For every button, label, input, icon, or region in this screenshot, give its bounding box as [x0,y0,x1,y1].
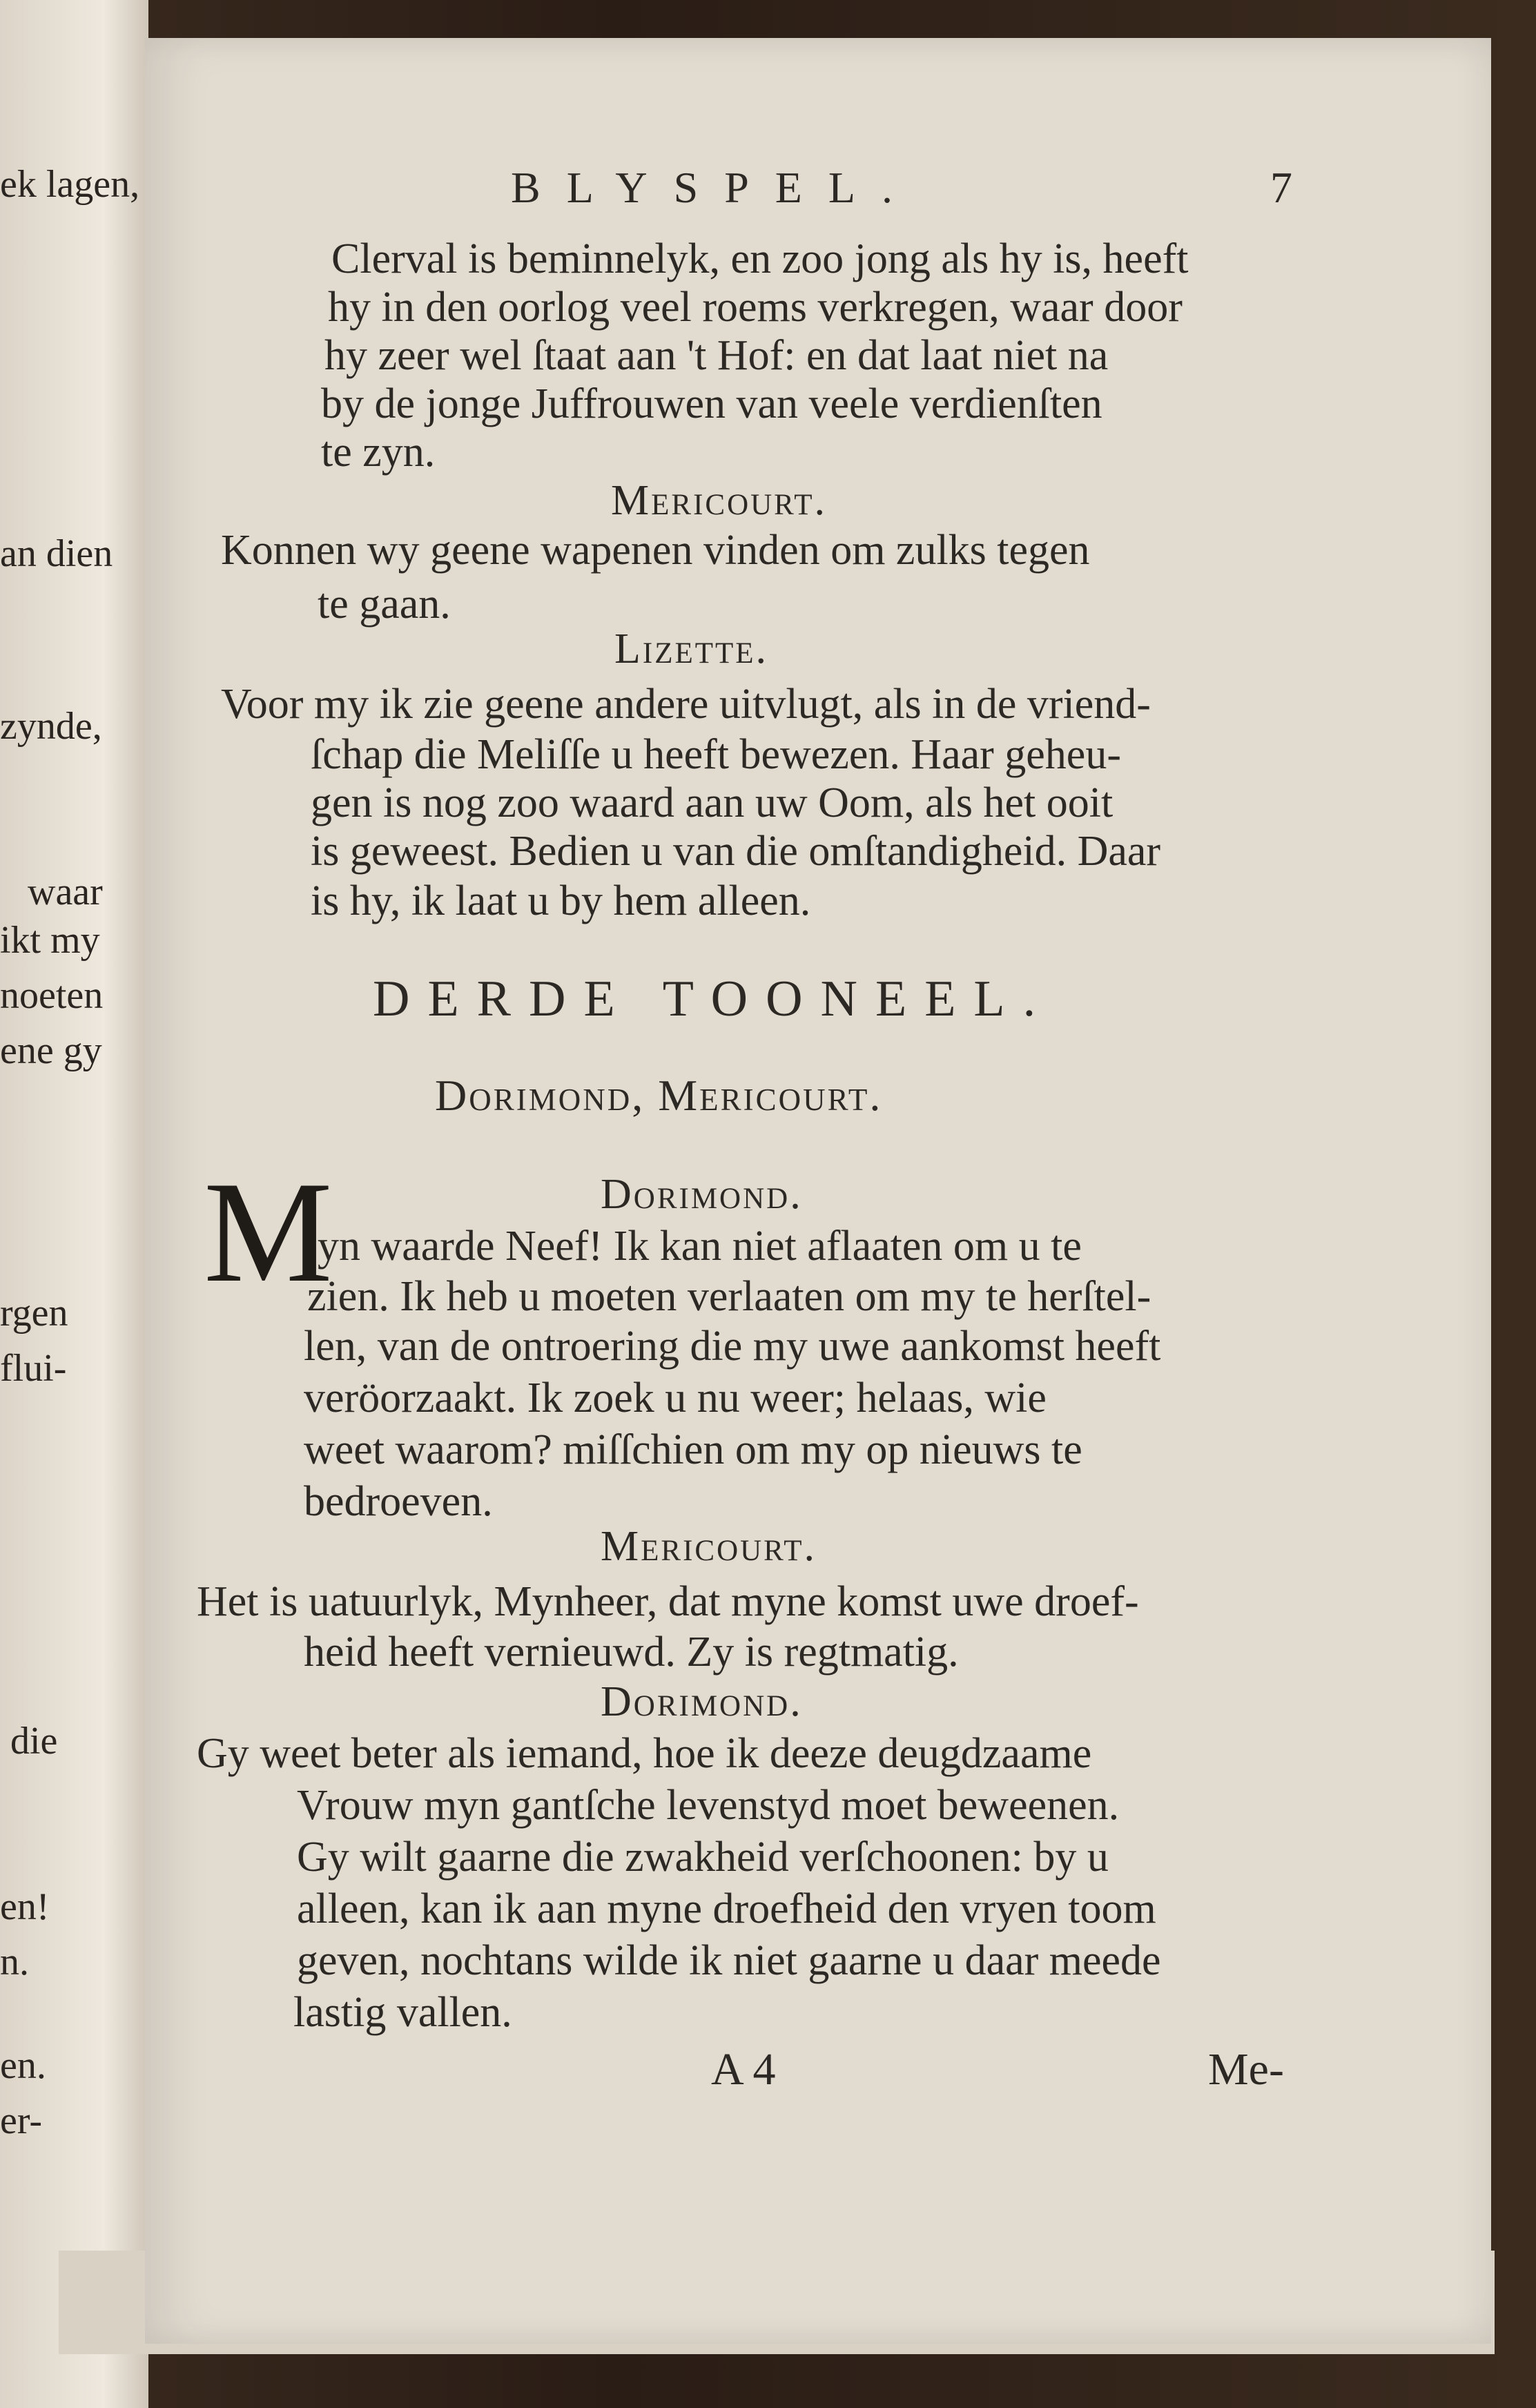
text-line: Voor my ik zie geene andere uitvlugt, als in de vriend- [221,681,1151,728]
text-line: Clerval is beminnelyk, en zoo jong als hy is, heeft [331,235,1189,282]
text-line: te zyn. [321,429,436,476]
text-line: len, van de ontroering die my uwe aankomst heeft [304,1323,1161,1370]
text-line: geven, nochtans wilde ik niet gaarne u daar meede [297,1937,1161,1984]
signature-mark: A 4 [711,2044,776,2095]
speaker-name: Dorimond. [601,1171,803,1218]
left-page-fragment: n. [0,1941,29,1983]
text-line: is geweest. Bedien u van die omſtandigheid. Daar [311,828,1161,875]
text-line: gen is nog zoo waard aan uw Oom, als het ooit [311,779,1114,826]
text-line: ſchap die Meliſſe u heeft bewezen. Haar geheu- [311,731,1121,778]
left-page-fragment: rgen [0,1292,68,1334]
left-page-fragment: ikt my [0,919,100,962]
text-line: te gaan. [318,581,451,628]
text-line: hy zeer wel ſtaat aan 't Hof: en dat laat niet na [324,332,1109,379]
left-page-fragment: ene gy [0,1029,102,1072]
scene-title: DERDE TOONEEL. [373,971,1054,1027]
text-line: bedroeven. [304,1478,493,1525]
catchword: Me- [1208,2044,1284,2095]
speaker-name: Mericourt. [601,1523,817,1570]
text-line: Vrouw myn gantſche levenstyd moet beweenen. [297,1782,1120,1829]
speaker-name: Mericourt. [611,477,828,524]
text-line: hy in den oorlog veel roems verkregen, waar door [328,284,1183,331]
left-page-fragment: en! [0,1885,50,1928]
text-line: is hy, ik laat u by hem alleen. [311,877,811,924]
left-page-fragment: flui- [0,1347,67,1390]
text-line: lastig vallen. [293,1989,512,2036]
left-page-fragment: an dien [0,532,113,575]
left-page-fragment: waar [28,871,103,913]
text-line: yn waarde Neef! Ik kan niet aflaaten om u te [318,1223,1082,1270]
text-line: by de jonge Juffrouwen van veele verdienſten [321,380,1102,427]
left-page-fragment: er- [0,2099,43,2142]
left-page-fragment: en. [0,2044,46,2087]
text-line: Konnen wy geene wapenen vinden om zulks tegen [221,527,1090,574]
left-page-fragment: noeten [0,974,104,1017]
left-page-fragment: zynde, [0,705,102,748]
text-line: heid heeft vernieuwd. Zy is regtmatig. [304,1629,959,1676]
page-number: 7 [1270,163,1292,212]
running-title: BLYSPEL. [511,163,919,212]
text-line: Het is uatuurlyk, Mynheer, dat myne komst uwe droef- [197,1578,1139,1625]
text-line: Gy weet beter als iemand, hoe ik deeze deugdzaame [197,1730,1092,1777]
speaker-name: Lizette. [614,625,769,672]
text-line: veröorzaakt. Ik zoek u nu weer; helaas, wie [304,1375,1047,1421]
left-page-fragment: ek lagen, [0,163,140,206]
text-line: zien. Ik heb u moeten verlaaten om my te herſtel- [307,1273,1151,1320]
drop-cap: M [204,1152,333,1312]
speaker-name: Dorimond. [601,1678,803,1725]
scene-characters: Dorimond, Mericourt. [435,1071,883,1120]
text-line: Gy wilt gaarne die zwakheid verſchoonen: by u [297,1834,1109,1881]
text-line: alleen, kan ik aan myne droefheid den vryen toom [297,1885,1156,1932]
left-page-edge [0,0,148,2408]
left-page-fragment: die [10,1720,58,1763]
text-line: weet waarom? miſſchien om my op nieuws te [304,1426,1082,1473]
